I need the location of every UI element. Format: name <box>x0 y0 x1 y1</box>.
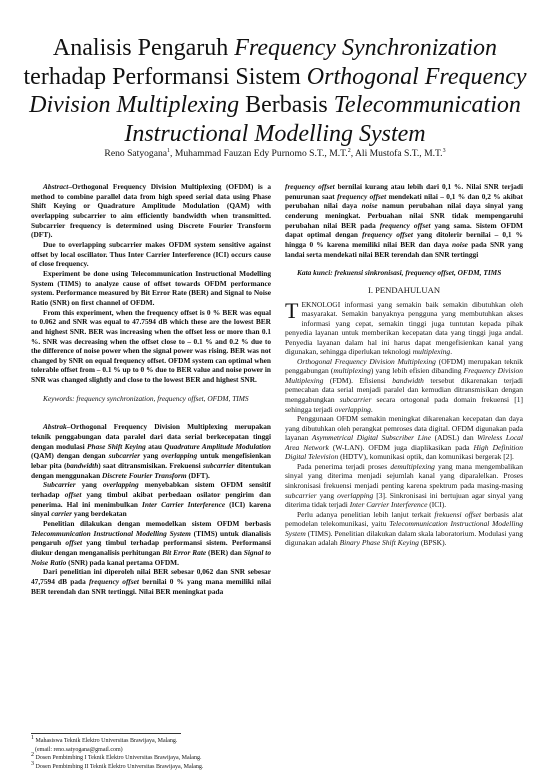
intro-p3: Penggunaan OFDM semakin meningkat dikarenakan kecepatan dan daya yang dibutuhkan oleh perangkat pemroses data digital. OFDM digunakan pada layanan Asymmetrical Digital Subscriber Line (ADSL) dan Wireless Local Area Network (W-LAN). OFDM juga diaplikasikan pada High Definition Digital Television (HDTV), komunikasi optik, dan komunikasi bergerak [2]. <box>285 414 523 462</box>
drop-cap: T <box>285 297 299 323</box>
abstrak-id-p3: Penelitian dilakukan dengan memodelkan sistem OFDM berbasis Telecommunication Instructional Modelling System (TIMS) untuk dianalisis pengaruh offset yang timbul terhadap performansi sistem. Performansi diukur dengan menganalisis perhitungan Bit Error Rate (BER) dan Signal to Noise Ratio (SNR) pada kanal pertama OFDM. <box>31 519 272 567</box>
spacer <box>31 403 271 422</box>
footnote-divider <box>31 733 181 734</box>
left-column <box>31 182 271 596</box>
abstract-en-p4: From this experiment, when the frequency offset is 0 % BER was equal to 0.062 and SNR was equal to 47.7594 dB which these are the lowest BER and highest SNR. BER was increasing when the offset less or more than 0.1 %. SNR was decreasing when the offset close to – 0.1 % and 0.2 % due to the difference of noise power when the signal power was rising. BER was not changed by SNR on equal frequency offset. OFDM system can optimal when tolerable offset from – 0.1 % up to 0 % due to BER value and noise power in SNR was changed slightly and close to the lowest BER and highest SNR. <box>31 307 271 385</box>
footnote-1: $^1$ Mahasiswa Teknik Elektro Universitas Brawijaya, Malang. <box>31 735 178 744</box>
abstract-en-p1: Abstract–Orthogonal Frequency Division Multiplexing (OFDM) is a method to combine parallel data from high speed serial data using Phase Shift Keying or Quadrature Amplitude Modulation (QAM) with overlapping subcarrier to aim efficiently bandwidth when transmitted. Subcarrier frequency is determined using Discrete Fourier Transform (DFT). <box>31 182 271 240</box>
paper-title <box>20 34 530 148</box>
footnote-3: $^3$ Dosen Pembimbing II Teknik Elektro Universitas Brawijaya, Malang. <box>31 760 204 770</box>
abstrak-id-p2: Subcarrier yang overlapping menyebabkan sistem OFDM sensitif terhadap offset yang timbul akibat perbedaan osilator pengirim dan penerima. Hal ini menimbulkan Inter Carrier Interference (ICI) karena sinyal carrier yang berdekatan <box>31 480 272 519</box>
abstrak-id-p4-cont: frequency offset bernilai kurang atau lebih dari 0,1 %. Nilai SNR terjadi penurunan saat frequency offset mendekati nilai – 0,1 % dan 0,2 % akibat perubahan nilai daya noise namun perubahan nilai daya sinyal yang cenderung meningkat. Perbuahan nilai SNR tidak mempengaruhi perubahan nilai BER pada frequency offset yang sama. Sistem OFDM dapat optimal dengan frequency offset yang ditolerir bernilai – 0,1 % hingga 0 % karena memiliki nilai BER dan daya noise pada SNR yang landai serta mendekati nilai BER terendah dan SNR tertinggi <box>285 182 523 259</box>
author-list: Reno Satyogana$^1$, Muhammad Fauzan Edy Purnomo S.T., M.T.$^2$, Ali Mustofa S.T., M.T.$^3$ <box>104 147 446 159</box>
footnotes <box>31 737 331 771</box>
title-line-4: Instructional Modelling System <box>124 120 426 147</box>
abstrak-id-p1: Abstrak–Orthogonal Frequency Division Multiplexing merupakan teknik penggabungan data paralel dari data serial berkecepatan tinggi dengan modulasi Phase Shift Keying atau Quadrature Amplitude Modulation (QAM) dengan dengan subcarrier yang overlapping untuk mengefisienkan lebar pita (bandwidth) saat ditransmisikan. Frekuensi subcarrier ditentukan dengan menggunakan Discrete Fourier Transform (DFT). <box>31 422 272 480</box>
title-line-3: Division Multiplexing Berbasis Telecommunication <box>29 92 521 118</box>
keywords-en: Keywords: frequency synchronization, frequency offset, OFDM, TIMS <box>43 393 249 403</box>
abstract-en-p3: Experiment be done using Telecommunication Instructional Modelling System (TIMS) to analyze cause of offset towards OFDM performance system. Performance measured by Bit Error Rate (BER) and Signal to Noise Ratio (SNR) on first channel of OFDM. <box>31 268 271 307</box>
title-line-1: Analisis Pengaruh Frequency Synchronization <box>52 35 498 61</box>
intro-body <box>285 297 524 548</box>
abstract-en-p2: Due to overlapping subcarrier makes OFDM system sensitive against offset by local oscillator. Thus Inter Carrier Interference (ICI) occurs cause of close frequency. <box>31 239 271 269</box>
intro-p5: Perlu adanya penelitian lebih lanjut terkait frekuensi offset berbasis alat pemodelan telekomunikasi, yaitu Telecommunication Instructional Modelling System (TIMS). Penelitian dilakukan dalam skala laboratorium. Modulasi yang digunakan adalah Binary Phase Shift Keying (BPSK). <box>285 509 523 548</box>
abstrak-id-p4-start: Dari penelitian ini diperoleh nilai BER sebesar 0,062 dan SNR sebesar 47,7594 dB pada frequency offset bernilai 0 % yang mana memiliki nilai BER terendah dan SNR tertinggi. Nilai BER meningkat pada <box>31 567 271 596</box>
intro-p2: Orthogonal Frequency Division Multiplexing (OFDM) merupakan teknik penggabungan (multiplexing) yang lebih efisien dibanding Frequency Division Multiplexing (FDM). Efisiensi bandwidth tersebut dikarenakan terjadi pemecahan data serial menjadi paralel dan kemudian ditransmisikan dengan menggabungkan subcarrier secara ortogonal pada domain frekuensi [1] sehingga terjadi overlapping. <box>285 356 524 414</box>
keywords-id: Kata kunci: frekuensi sinkronisasi, frequency offset, OFDM, TIMS <box>297 268 502 278</box>
title-line-2: terhadap Performansi Sistem Orthogonal Frequency <box>23 63 527 90</box>
footnote-2: $^2$ Dosen Pembimbing I Teknik Elektro Universitas Brawijaya, Malang. <box>31 752 202 762</box>
intro-p4: Pada penerima terjadi proses demultiplexing yang mana mengembalikan sinyal yang diterima menjadi sejumlah kanal yang diparalelkan. Proses sinkronisasi frekuensi menjadi penting karena spektrum pada masing-masing subcarrier yang overlapping [3]. Sinkronisasi ini bertujuan agar sinyal yang diterima tidak terjadi Inter Carrier Interference (ICI). <box>285 461 523 510</box>
footnote-1-email: (email: reno.satyogana@gmail.com) <box>35 746 123 753</box>
right-column <box>285 182 523 548</box>
intro-p1: TEKNOLOGI informasi yang semakin baik semakin dibutuhkan oleh masyarakat. Semakin banyaknya pengguna yang membutuhkan akses informasi yang cepat, semakin tinggi juga tuntutan kepada pihak penyedia layanan untuk memberikan kecepatan data yang tinggi juga andal. Penyedia layanan dalam hal ini harus dapat mengefisienkan kanal yang digunakan, sehingga diperlukan teknologi multiplexing. <box>285 297 523 357</box>
section-heading-pendahuluan: I. PENDAHULUAN <box>367 284 441 295</box>
